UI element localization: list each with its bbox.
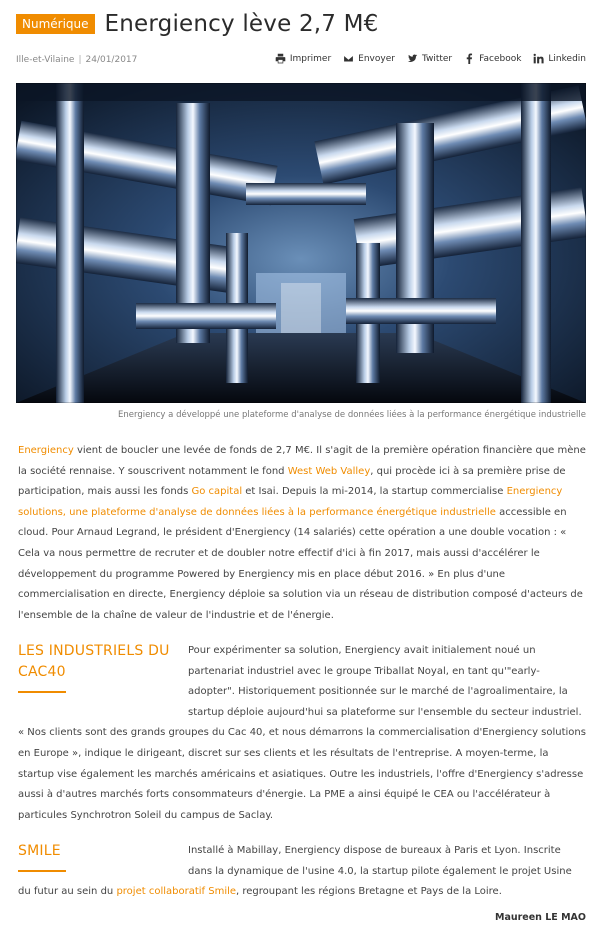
section-smile-title: SMILE [18, 843, 61, 859]
energiency-link[interactable]: Energiency [18, 445, 74, 456]
section-cac40-text: Pour expérimenter sa solution, Energiency avait initialement noué un partenariat industriel avec le groupe Triballat Noyal, en tant qu'"early-adopter". Historiquement positionnée sur le marché de l'agroalimentaire, la startup déploie aujourd'hui sa plateforme sur l'ensemble du secteur industriel. « Nos clients sont des grands groupes du Cac 40, et nous démarrons la commercialisation d'Energiency solutions en Europe », indique le dirigeant, discret sur ses clients et les résultats de l'entreprise. A moyen-terme, la startup vise également les marchés américains et asiatiques. Outre les industriels, l'offre d'Energiency s'adresse aussi à d'autres marchés forts consommateurs d'énergie. La PME a ainsi équipé le CEA ou l'accélérateur à particules Synchrotron Soleil du campus de Saclay. [18, 645, 586, 821]
share-linkedin-label: Linkedin [548, 53, 586, 64]
share-facebook-label: Facebook [479, 53, 522, 64]
share-email-label: Envoyer [358, 53, 395, 64]
share-twitter-label: Twitter [421, 53, 453, 64]
energiency-solutions-link[interactable]: Energiency solutions, une plateforme d'analyse de données liées à la performance énergétique industrielle [18, 486, 563, 518]
section-cac40-underline [18, 691, 66, 693]
intro-text-1: vient de boucler une levée de fonds de 2,7 M€. Il s'agit de la première opération financière que mène la société rennaise. Y souscrivent notamment le fond [18, 445, 586, 477]
intro-text-4: accessible en cloud. Pour Arnaud Legrand, le président d'Energiency (14 salariés) cette opération a une double vocation : « Cela va nous permettre de recruter et de doubler notre effectif d'ici à fin 2017, mais aussi d'accélérer le développement du programme Powered by Energiency mis en place début 2016. » En plus d'une commercialisation en directe, Energiency déploie sa solution via un réseau de distribution composé d'acteurs de l'ensemble de la chaîne de valeur de l'industrie et de l'énergie. [18, 506, 583, 621]
facebook-icon [464, 53, 475, 64]
article-title: Energiency lève 2,7 M€ [104, 11, 379, 37]
section-cac40-heading [18, 641, 188, 707]
category-badge[interactable]: Numérique [16, 14, 95, 34]
intro-text-2: , qui procède ici à sa première prise de participation, mais aussi les fonds [18, 465, 566, 498]
share-email-button[interactable] [343, 53, 395, 64]
hero-image [16, 83, 586, 403]
printer-icon [275, 53, 286, 64]
image-caption: Energiency a développé une plateforme d'analyse de données liées à la performance énergétique industrielle [118, 410, 586, 420]
share-bar [275, 53, 586, 64]
industrial-pipes-illustration [16, 83, 586, 403]
share-linkedin-button[interactable] [533, 53, 586, 64]
projet-smile-link[interactable]: projet collaboratif Smile [116, 886, 237, 898]
share-print-button[interactable] [275, 53, 331, 64]
section-smile-heading [18, 841, 188, 881]
west-web-valley-link[interactable]: West Web Valley [287, 465, 371, 477]
publish-date: 24/01/2017 [85, 55, 138, 65]
section-cac40 [18, 641, 586, 826]
share-print-label: Imprimer [289, 53, 332, 64]
twitter-icon [407, 53, 418, 64]
intro-text-3: et Isai. Depuis la mi-2014, la startup commercialise [242, 486, 507, 498]
meta-separator: | [78, 55, 82, 65]
article-intro-paragraph [18, 441, 586, 626]
article-meta [16, 55, 137, 65]
share-twitter-button[interactable] [407, 53, 452, 64]
linkedin-icon [533, 53, 544, 64]
section-smile [18, 841, 586, 903]
location-link[interactable]: Ille-et-Vilaine [16, 55, 75, 65]
section-smile-underline [18, 870, 66, 872]
envelope-icon [343, 53, 354, 64]
go-capital-link[interactable]: Go capital [191, 486, 243, 498]
article-header [16, 10, 586, 38]
section-smile-text-1: Installé à Mabillay, Energiency dispose de bureaux à Paris et Lyon. Inscrite dans la dynamique de l'usine 4.0, la startup pilote également le projet Usine du futur au sein du [18, 845, 572, 898]
section-cac40-title: LES INDUSTRIELS DU CAC40 [18, 643, 170, 680]
article-author: Maureen LE MAO [494, 912, 586, 923]
share-facebook-button[interactable] [464, 53, 521, 64]
section-smile-text-2: , regroupant les régions Bretagne et Pays de la Loire. [236, 886, 502, 898]
